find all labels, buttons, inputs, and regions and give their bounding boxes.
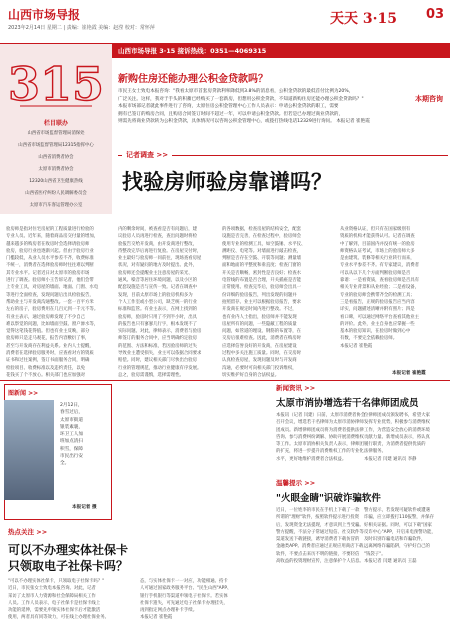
section-divider <box>0 380 450 381</box>
news-column-2: 位律师团成员颁发聘书，希望大家 发挥专业优势，积极参与消费维权 工作，为营造安全放心的消费环境 贡献力量。新增成员表示，将认真 履行职责，为消费者提供优质的 法律服务。 本报记者 闫建 通讯员 李静 <box>364 413 430 462</box>
hotline-text: 山西市场导报 3·15 接诉热线：0351—4069315 <box>118 47 267 55</box>
snow-photo <box>4 400 54 500</box>
sidebar-unit: 山西省市场监督管理局消保处 <box>27 131 85 136</box>
sidebar-unit: 太原市汽车客运管理办公室 <box>29 203 83 208</box>
hot-headline-line2: 只领取电子社保卡吗？ <box>8 559 129 573</box>
main-column-3: 的各项数据，检查房屋的结构安全，配套 设施是否完善，在检查过程中，验房师会 使用专业的检测工具，如空鼓锤、水平仪、 测距仪、电笔等。对墙面进行敲击检查， 判断是否存在空鼓、开裂等问题；测量墙 面和地面的平整度和垂直度；检查门窗的 开关是否顺畅，密封性是否良好；检查水 电管线的布置是否合理，开关插座是否能 正常使用。检查完毕后，验房师会出具一 份详细的验房报告，列出发现的问题并 拍照留存。业主可以根据验房报告，要求 开发商在规定时间内进行整改。不过， 也有业内人士指出，验房师并不能发现 房屋所有的问题，一些隐蔽工程的质量 问题，如管道的埋设、钢筋的布置等，在 交房后很难检查。因此，消费者在购房时 应选择信誉良好的开发商，在房屋建设 过程中多关注施工质量。同时，在交房时 认真检查房屋，发现问题及时与开发商 沟通，必要时可向相关部门投诉维权， 切实维护好自身的合法权益。 <box>222 227 306 378</box>
tip-column-1: 近日，一位姓李的市民在手机上下载了一款 所谓的"理财"软件，按照软件提示进行投资 后，发现资金无法提现，才意识到上当受骗。 警方提醒，不法分子常通过短信、社交软件等 渠道发送下载链接，诱导消费者下载仿冒的 金融类APP。消费者应通过正规应用商店下载 软件，不要点击来历不明的链接，不要轻信 高收益的投资理财宣传，注意保护个人信息。 <box>276 508 364 565</box>
logo-315-icon <box>7 50 105 114</box>
page-number: 03 <box>426 7 445 22</box>
qa-line: 则需先将商业贷款转为公积金贷款，具体情况可以咨询公积金管理中心，或拨打热线电话12329进行询问。 本报记者 崔艳霞 <box>118 119 370 125</box>
sidebar-unit: 山西省消费者协会 <box>38 155 74 160</box>
hot-column-2: 态，与实体社保卡一一对应，功能相通。持卡 人可通过国家政务服务平台、"民生山西"APP、 银行手机银行等渠道申领电子社保卡。若实体 社保卡遗失，可先通过电子社保卡办理挂失， 再到指定网点办理补卡手续。 本报记者 崔艳霞 <box>140 579 232 621</box>
news-headline: 太原市消协增选若干名律师团成员 <box>276 398 419 409</box>
main-column-4: 从业资格认证，但只有在国家级别有 资质的机构才能获得认可。记者在调查 中了解到，目前国内并没有统一的验房 师资格认证考试，市场上的验房师大多 是由建筑、装修等相关行业转行而来， 专业水平参差不齐。有专家建议，消费者 可以从以下几个方面判断验房师是否 靠谱：一是看资质，查看验房师是否具有 相关专业背景和从业经验；二是看设备， 专业的验房师会携带齐全的检测工具； 三是看报告，正规的验房报告应当内容 详实，问题描述清晰并附有照片；四是 看口碑，可以通过网络平台查看其他业主 的评价。此外，业主自身也应掌握一些 基本的验房知识，在验房时做到心中 有数，不要完全依赖验房师。 本报记者 崔艳霞 <box>340 227 420 349</box>
photo-tag: 图新闻 >> <box>8 390 39 397</box>
photo-caption: 2月12日， 春雪过后， 太原市街道 银装素裹， 环卫工人加 班加点清扫 积雪，保障 市民出行安 全。 <box>60 403 83 467</box>
tip-column-2: 警方提示，若发现可疑软件或遭遇 诈骗，应立即拨打110报警，并保存 好相关证据。同时，可以下载"国家 反诈中心"APP，开启来电预警功能， 及时识别诈骗电话和诈骗软件， 远离网络诈骗陷阱，守护好自己的 "钱袋子"。 本报记者 闫建 通讯员 王磊 <box>364 508 436 565</box>
hot-headline-line1: 可以不办理实体社保卡 <box>8 543 129 557</box>
main-byline: 本报记者 崔艳霞 <box>392 371 426 376</box>
news-column-1: 本报讯（记者 闫建）日前，太原市消费者协会 召开会议，增选若干名律师为太原市消协律师 团成员。新增律师团成员将为消费者提供法律 咨询、参与消费纠纷调解、协助开展消费维权 等工作。太原市消协相关负责人表示，律师团 的扩充，将进一步提升消费维权工作的专业化 水平，更好地维护消费者合法权益。 <box>276 413 366 462</box>
svg-text:315: 315 <box>7 57 105 111</box>
main-column-1: 验房师是指对住宅房屋的工程质量进行检验的 专业人员。近年来，随着商品房交付量的增加， 越来越多的购房者在收房时会选择请验房师 验房，验房行业也逐渐兴起。但由于验房行业 门槛较低，从业人员水平参差不齐，收费标准 不统一，消费者在选择验房师时往往难以判断 其专业水平。记者近日对太原市的验房市场 进行了调查。验房师小王告诉记者，他们会带 上专业工具，对房屋的墙面、地面、门窗、水电 等进行全面检查，发现问题后出具检验报告， 帮助业主与开发商沟通整改。一套一百平方米 左右的房子，验房费用在几百元到一千元不等。 有业主表示，通过验房师发现了不少自己 难以察觉的问题，比如墙面空鼓、窗户渗水等， 觉得这笔钱花得值。但也有业主反映，部分 验房师只是走马观花，报告内容敷衍了事， 甚至与开发商存在利益关系。业内人士提醒， 消费者在选择验房服务时，应查看对方的资质 证书和过往案例，签订书面服务合同，明确 检验项目、收费标准以及违约责任，以免 花钱买了个不放心。相关部门也应加强对 <box>6 227 99 378</box>
sidebar-unit: 12320山西省卫生健康热线 <box>29 179 83 184</box>
main-column-2: 内的剩余时间，被查看是否有问题后，建 议验房人员再进行检查，查出问题时将检 验报告交给开发商，由开发商进行整改， 待整改完毕后再进行复验。在房屋交付时， 业主最好与验房师一同前往，现场查看房屋 状况，对有疑问的地方及时提出。此外， 验房师还会提醒业主注意房屋的采光、 通风、噪音等居住环境问题，以及小区的 配套设施是否与宣传一致。记者在调查中 发现，目前太原市场上的验房机构多为 个人工作室或小型公司，缺乏统一的行业 标准和监管。有业主表示，在网上找到的 验房师，验房时只用了不到半小时，出具 的报告也只有寥寥几行字，根本发现不了 实际问题。对此，律师表示，消费者与验房 师签订的服务合同中，应当明确约定验房 的范围、方法和标准，若因验房师的过失 导致业主遭受损失，业主可以依据合同要求 赔偿。同时，建议相关部门尽快出台验房 行业的管理规范，推动行业健康有序发展。 总之，验房需谨慎，选择需理性。 <box>118 227 202 378</box>
hot-column-1: "可以不办理实体社保卡，只领取电子社保卡吗？" 近日，市民张女士致电本报咨询。对此，记者 采访了太原市人力资源和社会保障局相关工作 人员。工作人员表示，电子社保卡是社保卡线上 功能的延伸，需要先申领实体社保卡后才能激活 使用，两者具有同等效力，可在线上办理社保业务。 <box>8 579 109 621</box>
tip-tag: 温馨提示 >> <box>276 479 316 487</box>
qa-line: 广泛关注。这样，我对于手头的积蓄已经购买了一套新房，但想用公积金贷款，不知道新购住房还能办理公积金贷款吗？" <box>118 96 364 102</box>
news-tag: 新闻资讯 >> <box>276 384 316 392</box>
sidebar-unit: 太原市消费者协会 <box>38 167 74 172</box>
qa-line: 本报市场部记者就此事件进行了咨询，太原住房公积金管理中心工作人员表示：申请公积金贷款的职工，需要 <box>118 104 339 110</box>
kicker: 记者调查 >> <box>122 150 172 160</box>
sidebar-unit: 山西省市场监督管理局12315指挥中心 <box>18 143 94 148</box>
qa-line: 市民王女士致电本报咨询："我看太原市首套房贷款利率降低到3.8%的消息看，公积金贷款的最低首付比例为20%， <box>118 89 354 94</box>
paper-name: 山西市场导报 <box>8 8 81 22</box>
section-name: 天天 3·15 <box>330 11 397 27</box>
main-headline: 找验房师验房靠谱吗？ <box>122 169 332 194</box>
date-line: 2023年2月14日 星期二 | 责编：崔艳霞 美编：赵滢 校对：常怀萍 <box>8 25 155 31</box>
qa-title: 新购住房还能办理公积金贷款吗？ <box>118 74 268 85</box>
qa-line: 拥有已签订的购房合同，且购房合同签订时间不超过一年，可以申请公积金贷款。但若是已办理过商业贷款的， <box>118 111 344 117</box>
tip-headline: "火眼金睛"识破诈骗软件 <box>276 493 381 504</box>
consult-label: 本期咨询 <box>415 95 443 103</box>
sidebar-title: 栏目联办 <box>43 120 68 127</box>
qa-body <box>118 88 406 126</box>
hot-tag: 热点关注 >> <box>8 528 48 536</box>
photo-credit: 本报记者 摄 <box>72 505 97 510</box>
sidebar-unit: 山西省医疗纠纷人民调解委员会 <box>25 191 87 196</box>
